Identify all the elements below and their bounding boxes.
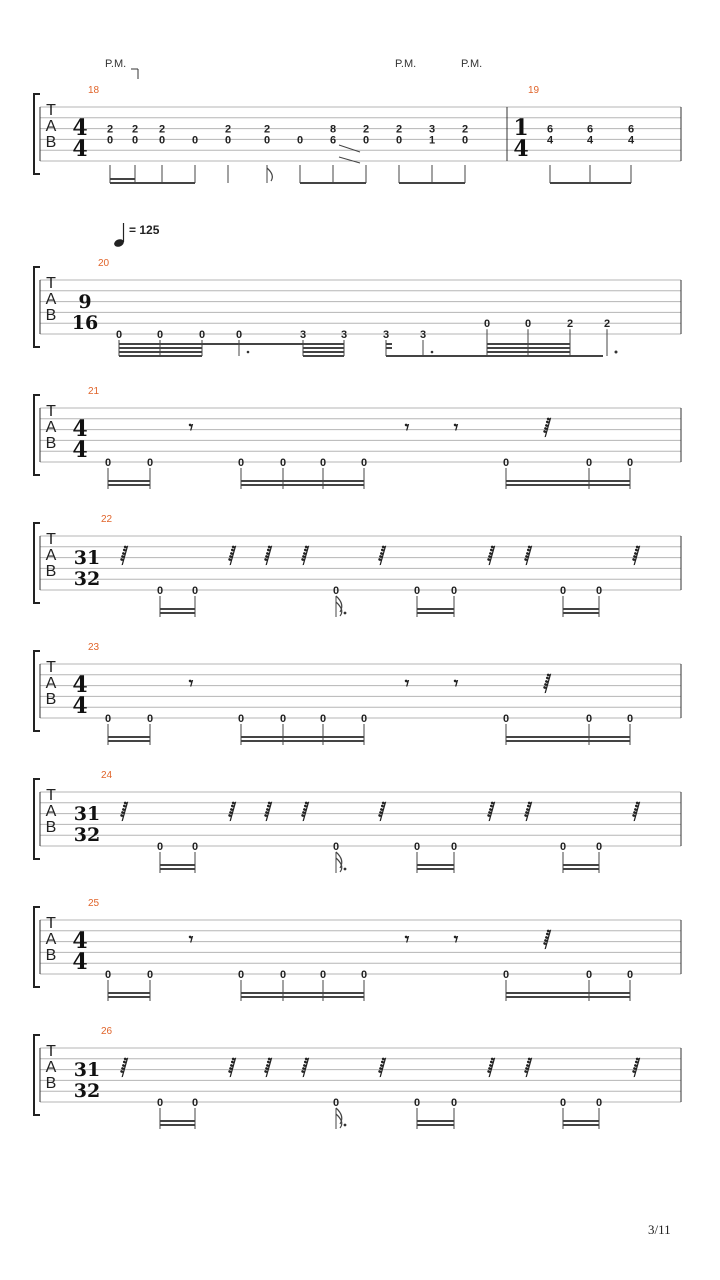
dot [344, 1124, 347, 1127]
note-flag [336, 852, 342, 872]
fret-number: 0 [461, 134, 469, 147]
tab-clef-letter: A [45, 675, 57, 692]
tab-clef-letter: B [45, 563, 57, 580]
fret-number: 0 [191, 1097, 199, 1109]
fret-number: 2 [461, 123, 469, 136]
tab-clef-letter: T [46, 275, 56, 292]
rest: 𝅂 [487, 802, 495, 822]
rest: 𝅂 [264, 546, 272, 566]
time-signature-bottom: 32 [73, 1080, 101, 1102]
fret-number: 0 [413, 1097, 421, 1109]
slide-line [339, 157, 360, 163]
fret-number: 0 [319, 713, 327, 725]
fret-number: 6 [329, 134, 337, 147]
rest: 𝅂 [120, 1058, 128, 1078]
fret-number: 0 [559, 1097, 567, 1109]
rest: 𝅂 [487, 546, 495, 566]
rest: 𝄾 [188, 674, 194, 694]
time-signature-bottom: 32 [73, 568, 101, 590]
time-signature-top: 1 [513, 115, 529, 141]
note-flag [336, 596, 342, 616]
fret-number: 0 [332, 585, 340, 597]
rest: 𝄾 [404, 418, 410, 438]
fret-number: 2 [566, 318, 574, 331]
rest: 𝅂 [632, 1058, 640, 1078]
rest: 𝄾 [404, 674, 410, 694]
tab-clef-letter: A [45, 118, 57, 135]
tab-clef-letter: T [46, 531, 56, 548]
rest: 𝅂 [120, 546, 128, 566]
rest: 𝄾 [188, 418, 194, 438]
rest: 𝅂 [378, 1058, 386, 1078]
fret-number: 0 [450, 585, 458, 597]
tab-clef-letter: A [45, 291, 57, 308]
fret-number: 0 [131, 134, 139, 147]
fret-number: 3 [382, 329, 390, 341]
fret-number: 0 [158, 134, 166, 147]
fret-number: 0 [156, 585, 164, 597]
rest: 𝅂 [228, 802, 236, 822]
rest: 𝅂 [524, 1058, 532, 1078]
time-signature-top: 31 [73, 803, 101, 825]
measure-number: 22 [101, 514, 113, 525]
rest: 𝅂 [301, 1058, 309, 1078]
fret-number: 4 [586, 134, 594, 147]
fret-number: 0 [198, 329, 206, 341]
dot [344, 612, 347, 615]
fret-number: 2 [395, 123, 403, 136]
rest: 𝅂 [264, 802, 272, 822]
fret-number: 0 [360, 969, 368, 981]
fret-number: 0 [413, 585, 421, 597]
fret-number: 3 [340, 329, 348, 341]
system-bracket [34, 267, 40, 347]
fret-number: 0 [502, 457, 510, 469]
fret-number: 0 [146, 457, 154, 469]
fret-number: 0 [191, 134, 199, 147]
fret-number: 0 [413, 841, 421, 853]
system-bracket [34, 907, 40, 987]
fret-number: 0 [362, 134, 370, 147]
page-number: 3/11 [648, 1222, 671, 1237]
fret-number: 0 [237, 969, 245, 981]
fret-number: 2 [362, 123, 370, 136]
dot [431, 351, 434, 354]
fret-number: 0 [279, 713, 287, 725]
measure-number: 20 [98, 258, 110, 269]
dot [615, 351, 618, 354]
fret-number: 2 [106, 123, 114, 136]
system-bracket [34, 1035, 40, 1115]
fret-number: 3 [299, 329, 307, 341]
fret-number: 0 [263, 134, 271, 147]
rest: 𝄾 [404, 930, 410, 950]
rest: 𝅂 [632, 802, 640, 822]
tab-clef-letter: B [45, 691, 57, 708]
fret-number: 0 [626, 969, 634, 981]
rest: 𝅂 [301, 802, 309, 822]
fret-number: 0 [235, 329, 243, 341]
rest: 𝅂 [524, 802, 532, 822]
fret-number: 0 [559, 841, 567, 853]
system-bracket [34, 94, 40, 174]
fret-number: 0 [626, 457, 634, 469]
system-bracket [34, 395, 40, 475]
fret-number: 0 [237, 457, 245, 469]
tab-clef-letter: A [45, 803, 57, 820]
measure-number: 25 [88, 898, 100, 909]
palm-mute-label: P.M. [395, 58, 417, 70]
rest: 𝅂 [524, 546, 532, 566]
palm-mute-label: P.M. [461, 58, 483, 70]
time-signature-bottom: 32 [73, 824, 101, 846]
fret-number: 0 [450, 841, 458, 853]
fret-number: 0 [279, 969, 287, 981]
tempo-value: = 125 [129, 223, 160, 237]
fret-number: 0 [156, 329, 164, 341]
fret-number: 0 [146, 713, 154, 725]
measure-number: 26 [101, 1026, 113, 1037]
fret-number: 2 [131, 123, 139, 136]
fret-number: 0 [319, 969, 327, 981]
time-signature-bottom: 4 [513, 136, 529, 162]
fret-number: 0 [156, 841, 164, 853]
tab-clef-letter: A [45, 1059, 57, 1076]
note-flag [336, 1108, 342, 1128]
tab-clef-letter: T [46, 403, 56, 420]
tab-clef-letter: T [46, 659, 56, 676]
time-signature-top: 31 [73, 1059, 101, 1081]
fret-number: 6 [546, 123, 554, 136]
measure-number: 18 [88, 85, 100, 96]
dot [247, 351, 250, 354]
fret-number: 2 [603, 318, 611, 331]
time-signature-bottom: 4 [72, 693, 88, 719]
fret-number: 0 [360, 457, 368, 469]
time-signature-bottom: 4 [72, 136, 88, 162]
fret-number: 0 [502, 713, 510, 725]
rest: 𝅂 [120, 802, 128, 822]
fret-number: 1 [428, 134, 436, 147]
time-signature-top: 9 [78, 291, 92, 313]
fret-number: 0 [524, 318, 532, 331]
fret-number: 0 [104, 713, 112, 725]
time-signature-top: 4 [72, 928, 88, 954]
fret-number: 0 [332, 1097, 340, 1109]
fret-number: 0 [279, 457, 287, 469]
measure-number: 19 [528, 85, 540, 96]
rest: 𝄾 [453, 418, 459, 438]
rest: 𝅂 [378, 546, 386, 566]
fret-number: 0 [595, 841, 603, 853]
fret-number: 0 [395, 134, 403, 147]
fret-number: 0 [115, 329, 123, 341]
tab-clef-letter: T [46, 915, 56, 932]
fret-number: 0 [156, 1097, 164, 1109]
fret-number: 0 [296, 134, 304, 147]
rest: 𝅂 [487, 1058, 495, 1078]
rest: 𝅂 [264, 1058, 272, 1078]
fret-number: 3 [428, 123, 436, 136]
fret-number: 0 [104, 457, 112, 469]
tab-clef-letter: B [45, 947, 57, 964]
rest: 𝅂 [228, 546, 236, 566]
fret-number: 0 [191, 585, 199, 597]
dot [344, 868, 347, 871]
fret-number: 2 [224, 123, 232, 136]
time-signature-top: 4 [72, 416, 88, 442]
time-signature-bottom: 4 [72, 437, 88, 463]
fret-number: 0 [191, 841, 199, 853]
fret-number: 0 [450, 1097, 458, 1109]
fret-number: 2 [158, 123, 166, 136]
fret-number: 4 [546, 134, 554, 147]
fret-number: 0 [146, 969, 154, 981]
fret-number: 2 [263, 123, 271, 136]
fret-number: 0 [237, 713, 245, 725]
time-signature-top: 4 [72, 672, 88, 698]
fret-number: 6 [627, 123, 635, 136]
tab-clef-letter: B [45, 819, 57, 836]
time-signature-bottom: 4 [72, 949, 88, 975]
tab-clef-letter: A [45, 419, 57, 436]
rest: 𝅂 [301, 546, 309, 566]
rest: 𝅂 [378, 802, 386, 822]
fret-number: 0 [595, 585, 603, 597]
palm-mute-label: P.M. [105, 58, 127, 70]
tab-clef-letter: B [45, 1075, 57, 1092]
fret-number: 8 [329, 123, 337, 136]
fret-number: 0 [319, 457, 327, 469]
measure-number: 23 [88, 642, 100, 653]
rest: 𝅂 [632, 546, 640, 566]
tab-clef-letter: A [45, 931, 57, 948]
time-signature-bottom: 16 [71, 312, 99, 334]
tab-clef-letter: A [45, 547, 57, 564]
fret-number: 6 [586, 123, 594, 136]
time-signature-top: 31 [73, 547, 101, 569]
rest: 𝅂 [543, 930, 551, 950]
time-signature-top: 4 [72, 115, 88, 141]
fret-number: 4 [627, 134, 635, 147]
rest: 𝅂 [228, 1058, 236, 1078]
tab-clef-letter: B [45, 134, 57, 151]
fret-number: 0 [585, 713, 593, 725]
rest: 𝅂 [543, 674, 551, 694]
system-bracket [34, 523, 40, 603]
fret-number: 0 [104, 969, 112, 981]
fret-number: 0 [626, 713, 634, 725]
system-bracket [34, 779, 40, 859]
fret-number: 0 [106, 134, 114, 147]
fret-number: 0 [595, 1097, 603, 1109]
tab-clef-letter: T [46, 787, 56, 804]
fret-number: 0 [332, 841, 340, 853]
fret-number: 0 [585, 457, 593, 469]
rest: 𝅂 [543, 418, 551, 438]
fret-number: 0 [483, 318, 491, 331]
fret-number: 0 [559, 585, 567, 597]
fret-number: 0 [360, 713, 368, 725]
tab-clef-letter: B [45, 435, 57, 452]
system-bracket [34, 651, 40, 731]
measure-number: 24 [101, 770, 113, 781]
rest: 𝄾 [453, 930, 459, 950]
fret-number: 0 [585, 969, 593, 981]
note-flag [267, 168, 272, 181]
measure-number: 21 [88, 386, 100, 397]
fret-number: 3 [419, 329, 427, 341]
slide-line [339, 145, 360, 152]
rest: 𝄾 [188, 930, 194, 950]
tab-clef-letter: B [45, 307, 57, 324]
tab-clef-letter: T [46, 102, 56, 119]
fret-number: 0 [502, 969, 510, 981]
rest: 𝄾 [453, 674, 459, 694]
tab-clef-letter: T [46, 1043, 56, 1060]
fret-number: 0 [224, 134, 232, 147]
